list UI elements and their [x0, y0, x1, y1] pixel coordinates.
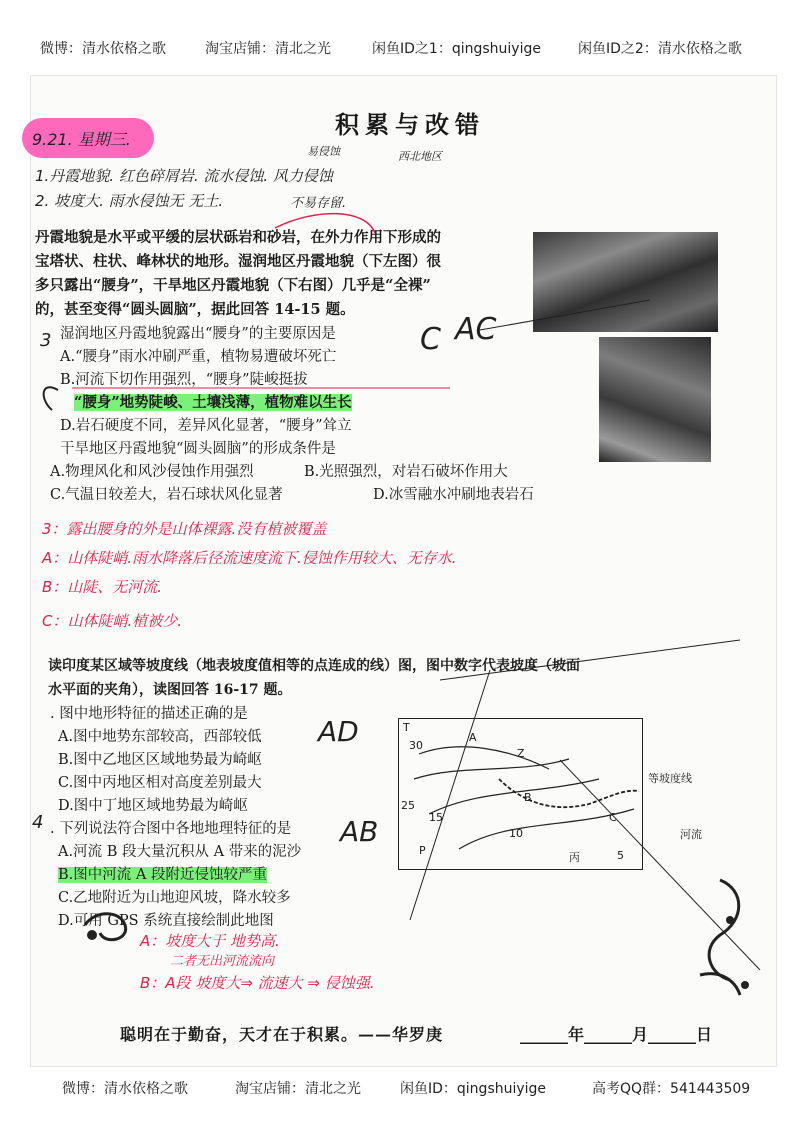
hw-qnum-4: 4 — [32, 812, 44, 833]
hw-q14-answer: C — [420, 322, 441, 357]
footer-weibo: 微博：清水依格之歌 — [62, 1081, 188, 1097]
q17-option-a: A.河流 B 段大量沉积从 A 带来的泥沙 — [58, 844, 302, 860]
passage2-line1: 读印度某区域等坡度线（地表坡度值相等的点连成的线）图，图中数字代表坡度（坡面 — [48, 658, 580, 674]
passage1-line4: 的，甚至变得“圆头圆脑”，据此回答 14-15 题。 — [35, 301, 355, 318]
map-legend-river: 河流 — [680, 828, 702, 841]
map-label-bing: 丙 — [569, 851, 580, 864]
hw-ans-a2: A：坡度大于 地势高. — [140, 932, 280, 950]
q15-option-d: D.冰雪融水冲刷地表岩石 — [373, 487, 534, 503]
q15-option-b: B.光照强烈，对岩石破坏作用大 — [304, 464, 508, 480]
q17-option-b: B.图中河流 A 段附近侵蚀较严重 — [58, 867, 267, 883]
q16-option-a: A.图中地势东部较高，西部较低 — [58, 729, 262, 745]
map-legend-contour: 等坡度线 — [648, 772, 692, 785]
hw-line2: 2. 坡度大. 雨水侵蚀无 无土. — [35, 192, 224, 210]
hw-line1-note-a: 易侵蚀 — [307, 145, 340, 158]
footer-taobao: 淘宝店铺：清北之光 — [235, 1081, 361, 1097]
map-label-c: C — [609, 811, 617, 824]
hw-ans-3: 3：露出腰身的外是山体裸露.没有植被覆盖 — [42, 520, 327, 538]
map-label-p: P — [419, 844, 426, 857]
hw-ans-a: A：山体陡峭.雨水降落后径流速度流下.侵蚀作用较大、无存水. — [42, 549, 457, 567]
map-label-t: T — [403, 721, 410, 734]
q14-option-b: B.河流下切作用强烈，“腰身”陡峻挺拔 — [60, 372, 308, 388]
passage1-line1: 丹霞地貌是水平或平缓的层状砾岩和砂岩，在外力作用下形成的 — [35, 229, 441, 246]
q16-option-c: C.图中丙地区相对高度差别最大 — [58, 775, 262, 791]
q17-stem: . 下列说法符合图中各地地理特征的是 — [50, 821, 292, 837]
q16-option-b: B.图中乙地区区域地势最为崎岖 — [58, 752, 262, 768]
header-taobao: 淘宝店铺：清北之光 — [205, 41, 331, 57]
q14-option-a: A.“腰身”雨水冲刷严重，植物易遭破坏死亡 — [60, 349, 337, 365]
q15-stem: 干旱地区丹霞地貌“圆头圆脑”的形成条件是 — [60, 441, 336, 457]
slogan: 聪明在于勤奋，天才在于积累。——华罗庚 — [120, 1025, 444, 1044]
hw-line2-note: 不易存留. — [290, 196, 347, 211]
q16-stem: . 图中地形特征的描述正确的是 — [50, 706, 248, 722]
header-xianyu1: 闲鱼ID之1：qingshuiyige — [372, 41, 541, 57]
page-title: 积累与改错 — [335, 110, 485, 139]
map-label-10: 10 — [509, 827, 523, 840]
hw-line1: 1.丹霞地貌. 红色碎屑岩. 流水侵蚀. 风力侵蚀 — [35, 167, 333, 185]
hw-q16-answer: AD — [318, 715, 359, 748]
q14-stem: 湿润地区丹霞地貌露出“腰身”的主要原因是 — [60, 326, 336, 342]
q17-option-c: C.乙地附近为山地迎风坡，降水较多 — [58, 890, 291, 906]
date-blanks: ______年______月______日 — [520, 1025, 713, 1044]
hw-date: 9.21. 星期三. — [32, 130, 131, 149]
hw-line1-note-b: 西北地区 — [398, 150, 442, 163]
q14-option-c: “腰身”地势陡峻、土壤浅薄，植物难以生长 — [74, 394, 352, 411]
passage1-line2: 宝塔状、柱状、峰林状的地形。湿润地区丹霞地貌（下左图）很 — [35, 253, 441, 270]
map-label-25: 25 — [401, 799, 415, 812]
header-weibo: 微博：清水依格之歌 — [40, 41, 166, 57]
passage1-line3: 多只露出“腰身”，干旱地区丹霞地貌（下右图）几乎是“全裸” — [35, 277, 431, 294]
hw-q17-answer: AB — [340, 815, 379, 848]
hw-ans-a2b: 二者无出河流流向 — [170, 954, 275, 969]
hw-ans-b: B：山陡、无河流. — [42, 578, 163, 596]
map-label-15: 15 — [429, 811, 443, 824]
footer-qq: 高考QQ群：541443509 — [592, 1081, 751, 1097]
map-label-30: 30 — [409, 739, 423, 752]
map-label-z: Z — [517, 747, 525, 760]
q14-option-d: D.岩石硬度不同，差异风化显著，“腰身”耸立 — [60, 418, 352, 434]
q17-option-d: D.可用 GPS 系统直接绘制此地图 — [58, 913, 274, 929]
q15-option-a: A.物理风化和风沙侵蚀作用强烈 — [50, 464, 254, 480]
passage2-line2: 水平面的夹角），读图回答 16-17 题。 — [48, 682, 292, 698]
q16-option-d: D.图中丁地区域地势最为崎岖 — [58, 798, 248, 814]
hw-qnum-3: 3 — [40, 330, 52, 351]
hw-q15-answer: AC — [455, 312, 497, 347]
footer-xianyu: 闲鱼ID：qingshuiyige — [400, 1081, 547, 1097]
map-label-a: A — [469, 731, 477, 744]
q15-option-c: C.气温日较差大，岩石球状风化显著 — [50, 487, 283, 503]
hw-ans-b2: B：A段 坡度大⇒ 流速大 ⇒ 侵蚀强. — [140, 974, 375, 992]
hw-ans-c: C：山体陡峭.植被少. — [42, 612, 183, 630]
map-label-5: 5 — [617, 849, 624, 862]
header-xianyu2: 闲鱼ID之2：清水依格之歌 — [578, 41, 742, 57]
map-label-b: B — [524, 791, 532, 804]
